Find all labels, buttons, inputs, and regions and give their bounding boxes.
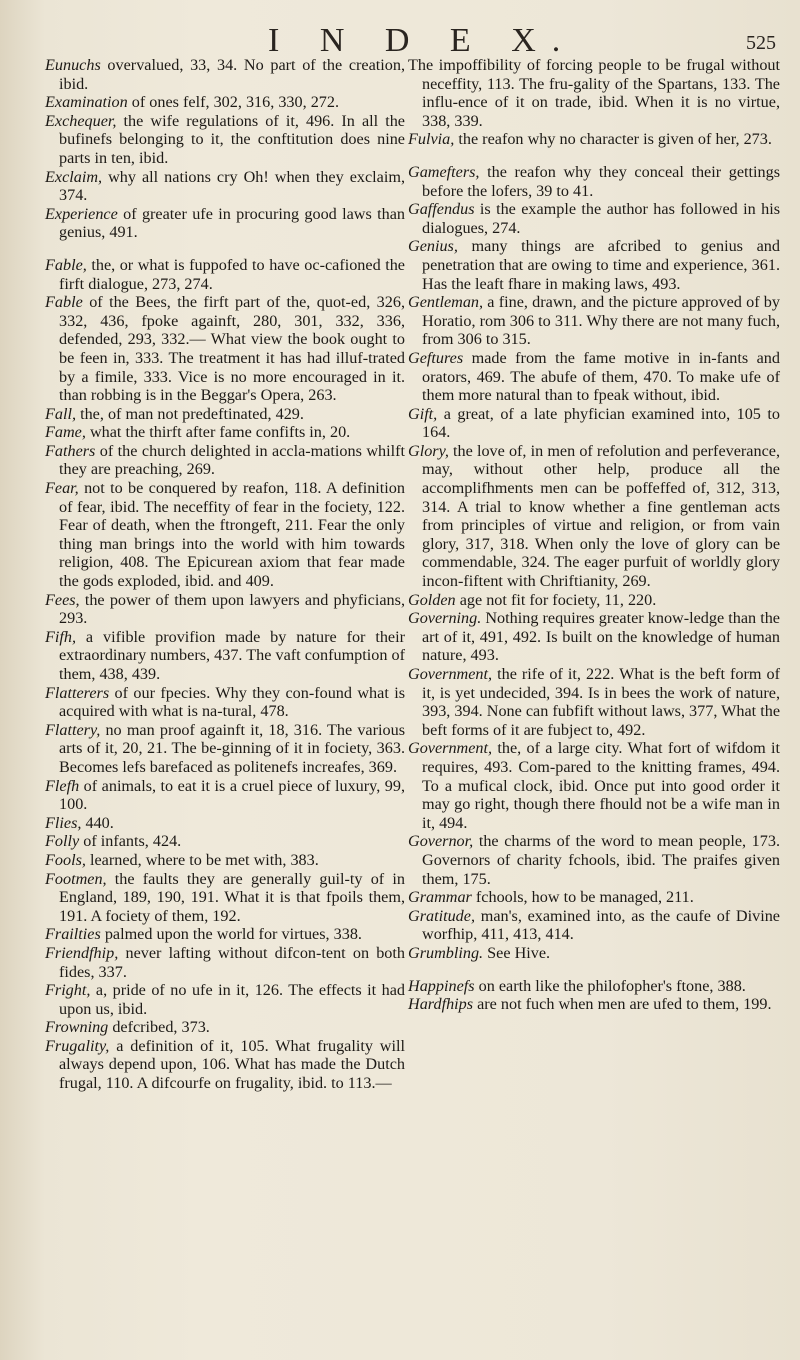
index-text: of the Bees, the firft part of the, quot-ed, 326, 332, 436, fpoke againft, 280, 301, 332, 336, defended, 293, 332.— What view the book ought to be feen in, 333. The treatment it has had illuf-trated by a fimile, 333. Vice is no more encouraged in it. than robbing is in the Beggar's Opera, 263. [59,293,405,405]
index-keyword: Fable, [45,255,87,274]
index-text: the rife of it, 222. What is the beft form of it, is yet undecided, 394. Is in bees the work of nature, 393, 394. None can fubfift without laws, 377, What the beft forms of it are fubject to, 492. [422,665,781,739]
index-text: on earth like the philofopher's ftone, 388. [474,976,746,995]
index-keyword: Grammar [408,888,472,907]
index-keyword: Fathers [45,441,96,460]
index-text: the reafon why they conceal their gettings before the lofers, 39 to 41. [422,162,780,200]
index-text: the charms of the word to mean people, 173. Governors of charity fchools, ibid. The praifes given them, 175. [422,832,780,888]
index-entry [45,684,405,721]
index-keyword: Glory, [408,441,449,460]
index-text: made from the fame motive in in-fants and orators, 469. The abufe of them, 470. To make ufe of them more natural than to fpeak without, ibid. [422,348,780,405]
index-entry [408,130,780,149]
index-entry [408,739,780,832]
index-entry [408,56,780,130]
index-text: a, pride of no ufe in it, 126. The effects it had upon us, ibid. [59,981,405,1018]
index-entry [45,442,405,479]
index-text: of animals, to eat it is a cruel piece of luxury, 99, 100. [59,776,405,814]
index-text: fchools, how to be managed, 211. [471,888,694,907]
index-keyword: Friendfhip, [45,943,119,962]
index-text: defcribed, 373. [108,1018,210,1037]
index-entry [45,591,405,628]
index-entry [45,832,405,851]
index-entry [45,56,405,93]
index-entry [45,925,405,944]
right-column [408,56,780,1014]
index-entry [408,349,780,405]
index-keyword: Government, [408,739,493,758]
index-text: 440. [81,813,114,832]
index-keyword: Fame, [45,423,86,442]
index-text: are not fuch when men are ufed to them, 199. [473,995,772,1014]
index-entry [408,163,780,200]
index-keyword: Flefh [45,776,80,795]
index-text: of the church delighted in accla-mations whilft they are preaching, 269. [59,441,405,479]
index-keyword: Frugality, [45,1036,110,1055]
index-text: palmed upon the world for virtues, 338. [100,925,362,944]
index-text: of infants, 424. [79,832,182,851]
index-entry [45,293,405,405]
index-text: a fine, drawn, and the picture approved of by Horatio, rom 306 to 311. Why there are not many fuch, from 306 to 315. [422,293,780,349]
index-entry [408,995,780,1014]
index-entry [45,256,405,293]
index-keyword: Folly [45,832,80,851]
left-column [45,56,405,1093]
index-keyword: Frowning [45,1018,109,1037]
index-entry [408,591,780,610]
index-entry [45,870,405,926]
index-keyword: Gratitude, [408,906,475,925]
index-entry [45,1018,405,1037]
index-entry [45,1037,405,1093]
index-entry [45,628,405,684]
index-text: The impoffibility of forcing people to be frugal without neceffity, 113. The fru-gality of the Spartans, 133. The influ-ence of it on trade, ibid. When it is no virtue, 338, 339. [408,56,780,130]
index-entry [45,423,405,442]
index-entry [408,609,780,665]
index-entry [408,442,780,591]
index-text: of greater ufe in procuring good laws than genius, 491. [59,204,405,242]
index-keyword: Flattery, [45,720,101,739]
index-entry [45,205,405,242]
index-text: the reafon why no character is given of her, 273. [454,130,772,149]
index-keyword: Governor, [408,832,474,851]
index-text: a definition of it, 105. What frugality will always depend upon, 106. What has made the Dutch frugal, 110. A difcourfe on frugality, ibid. to 113.— [59,1036,405,1093]
index-keyword: Frailties [45,925,101,944]
index-keyword: Exclaim, [45,167,103,186]
running-title: I N D E X. [268,22,577,59]
index-entry [408,888,780,907]
index-keyword: Exchequer, [45,111,117,130]
index-keyword: Gamefters, [408,162,480,181]
index-keyword: Fright, [45,981,91,1000]
index-entry [45,93,405,112]
index-text: a great, of a late phyfician examined into, 105 to 164. [422,404,780,442]
index-keyword: Grumbling. [408,943,484,962]
index-keyword: Fifh, [45,627,77,646]
index-keyword: Footmen, [45,869,107,888]
index-keyword: Fear, [45,479,79,498]
index-keyword: Gift, [408,404,438,423]
running-header [0,14,800,59]
index-entry [45,851,405,870]
index-text: never lafting without difcon-tent on both fides, 337. [59,943,405,981]
index-keyword: Fulvia, [408,130,455,149]
index-keyword: Flatterers [45,683,110,702]
index-text: not to be conquered by reafon, 118. A definition of fear, ibid. The neceffity of fear in the fociety, 122. Fear of death, when the ftrongeft, 211. Fear the only thing man brings into the world with him towards religion, 408. The Epicurean axiom that fear made the gods exploded, ibid. and 409. [59,479,405,591]
index-keyword: Gaffendus [408,200,475,219]
index-entry [45,112,405,168]
index-entry [408,293,780,349]
index-text: no man proof againft it, 18, 316. The various arts of it, 20, 21. The be-ginning of it in fociety, 363. Becomes lefs barefaced as politenefs increafes, 369. [59,720,405,776]
index-keyword: Fools, [45,850,86,869]
index-text: what the thirft after fame confifts in, 20. [85,423,351,442]
index-keyword: Governing. [408,609,482,628]
index-text: a vifible provifion made by nature for their extraordinary numbers, 437. The vaft confumption of them, 438, 439. [59,627,405,683]
index-keyword: Experience [45,204,118,223]
index-text: the faults they are generally guil-ty of in England, 189, 190, 191. What it is that fpoils them, 191. A fociety of them, 192. [59,869,405,925]
index-text: many things are afcribed to genius and penetration that are owing to time and experience, 361. Has the leaft fhare in making laws, 493. [422,237,780,293]
index-keyword: Geftures [408,348,464,367]
index-keyword: Genius, [408,237,458,256]
index-text: is the example the author has followed in his dialogues, 274. [422,200,780,237]
index-keyword: Fall, [45,404,77,423]
index-entry [45,479,405,591]
index-entry [45,981,405,1018]
index-text: the, or what is fuppofed to have oc-cafioned the firft dialogue, 273, 274. [59,255,405,293]
index-text: learned, where to be met with, 383. [85,850,319,869]
index-entry [408,665,780,739]
index-keyword: Examination [45,93,128,112]
index-keyword: Fees, [45,590,80,609]
index-keyword: Hardfhips [408,995,474,1014]
index-entry [45,814,405,833]
index-text: See Hive. [483,943,551,962]
index-text: overvalued, 33, 34. No part of the creation, ibid. [59,56,405,93]
index-entry [408,237,780,293]
index-entry [45,944,405,981]
index-text: the wife regulations of it, 496. In all the bufinefs belonging to it, the conftitution does nine parts in ten, ibid. [59,111,405,167]
index-entry [45,405,405,424]
index-entry [45,168,405,205]
index-text: man's, examined into, as the caufe of Divine worfhip, 411, 413, 414. [422,906,780,944]
index-entry [408,832,780,888]
index-keyword: Golden [408,590,456,609]
index-entry [45,721,405,777]
index-entry [408,977,780,996]
index-text: why all nations cry Oh! when they exclaim, 374. [59,167,405,205]
index-keyword: Flies, [45,813,82,832]
index-entry [408,907,780,944]
index-text: the, of man not predeftinated, 429. [76,404,304,423]
index-text: Nothing requires greater know-ledge than the art of it, 491, 492. Is built on the knowledge of human nature, 493. [422,609,780,665]
index-text: of our fpecies. Why they con-found what is acquired with what is na-tural, 478. [59,683,405,721]
index-keyword: Happinefs [408,976,475,995]
index-keyword: Government, [408,665,493,683]
index-entry [408,944,780,963]
index-text: the power of them upon lawyers and phyficians, 293. [59,590,405,628]
index-entry [408,405,780,442]
page-number: 525 [746,32,776,54]
index-entry [45,777,405,814]
index-text: age not fit for fociety, 11, 220. [455,590,657,609]
index-keyword: Fable [45,293,83,312]
index-text: the, of a large city. What fort of wifdom it requires, 493. Com-pared to the knitting frames, 494. To a mufical clock, ibid. Once put into good order it may go right, though there fhould not be a wife man in it, 494. [422,739,780,832]
index-keyword: Gentleman, [408,293,484,312]
index-text: the love of, in men of refolution and perfeverance, may, without other help, produce all the accomplifhments men can be poffeffed of, 312, 313, 314. A trial to know whether a fine gentleman acts from principles of virtue and religion, or from vain glory, 317, 318. When only the love of glory can be commendable, 324. The eager purfuit of worldly glory incon-fiftent with Chriftianity, 269. [422,441,780,591]
index-entry [408,200,780,237]
index-keyword: Eunuchs [45,56,101,74]
index-text: of ones felf, 302, 316, 330, 272. [127,93,340,112]
